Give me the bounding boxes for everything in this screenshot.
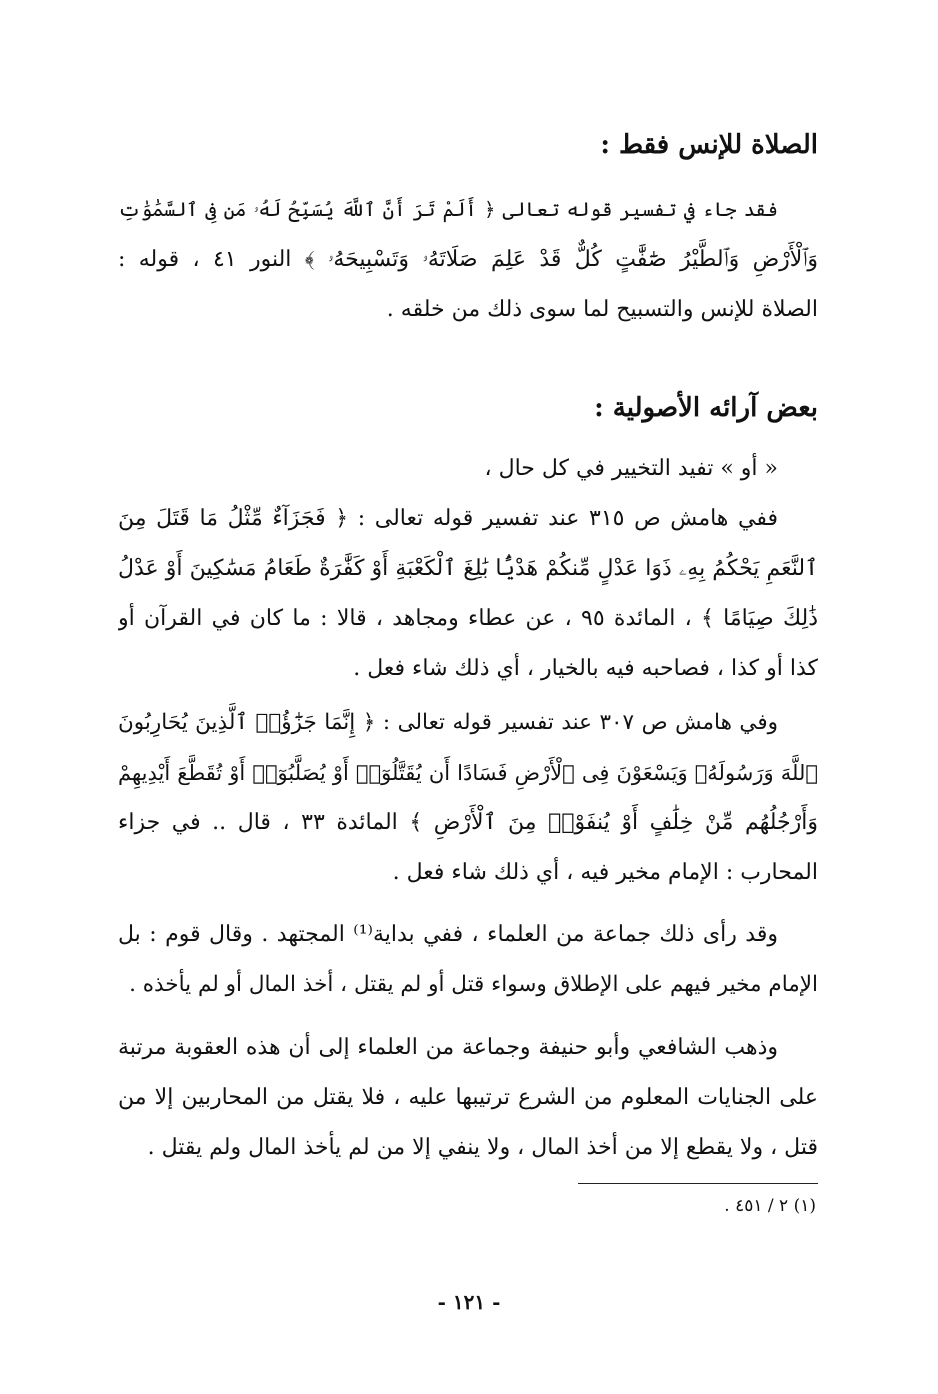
paragraph-aw-rule <box>118 444 818 494</box>
footnote-divider <box>578 1183 818 1184</box>
text-line: على الجنايات المعلوم من الشرع ترتيبها عليه ، فلا يقتل من المحاربين إلا من <box>118 1085 818 1110</box>
paragraph-maidah-95 <box>118 494 818 694</box>
text-line: الإمام مخير فيهم على الإطلاق وسواء قتل أو لم يقتل ، أخذ المال أو لم يأخذه . <box>129 972 818 997</box>
text-line: كذا أو كذا ، فصاحبه فيه بالخيار ، أي ذلك شاء فعل . <box>353 656 818 681</box>
text-line: ٱللَّهَ وَرَسُولَهُۥ وَيَسْعَوْنَ فِى ٱلْأَرْضِ فَسَادًا أَن يُقَتَّلُوٓا۟ أَوْ يُصَلَّبُوٓا۟ أَوْ تُقَطَّعَ أَيْدِيهِمْ <box>118 761 818 785</box>
text-line: وذهب الشافعي وأبو حنيفة وجماعة من العلماء إلى أن هذه العقوبة مرتبة <box>118 1035 778 1060</box>
text-line: ففي هامش ص ٣١٥ عند تفسير قوله تعالى : ﴿ فَجَزَآءٌ مِّثْلُ مَا قَتَلَ مِنَ <box>118 506 778 531</box>
section-heading-usul: بعض آرائه الأصولية : <box>594 393 818 423</box>
text-line: فقد جاء في تفسير قوله تعالى ﴿ أَلَمْ تَرَ أَنَّ ٱللَّهَ يُسَبِّحُ لَهُۥ مَن فِى ٱلسَّمَٰوَٰتِ <box>118 198 778 221</box>
footnote: (١) ٢ / ٤٥١ . <box>724 1196 816 1216</box>
text-line: الصلاة للإنس والتسبيح لما سوى ذلك من خلقه . <box>386 297 818 322</box>
text-line: « أو » تفيد التخيير في كل حال ، <box>484 456 778 481</box>
paragraph-scholars-view <box>118 910 818 1010</box>
paragraph-maidah-33 <box>118 698 818 898</box>
section-heading-prayer: الصلاة للإنس فقط : <box>600 130 818 160</box>
text-line: وفي هامش ص ٣٠٧ عند تفسير قوله تعالى : ﴿ إِنَّمَا جَزَٰٓؤُا۟ ٱلَّذِينَ يُحَارِبُونَ <box>118 710 778 735</box>
text-line: ذَٰلِكَ صِيَامًا ﴾ ، المائدة ٩٥ ، عن عطاء ومجاهد ، قالا : ما كان في القرآن أو <box>118 606 818 631</box>
paragraph-shafii-view <box>118 1023 818 1173</box>
page-number: - ١٢١ - <box>437 1290 501 1314</box>
text-line: وقد رأى ذلك جماعة من العلماء ، ففي بداية⁽¹⁾ المجتهد . وقال قوم : بل <box>118 922 778 947</box>
text-line: وَأَرْجُلُهُم مِّنْ خِلَٰفٍ أَوْ يُنفَوْا۟ مِنَ ٱلْأَرْضِ ﴾ المائدة ٣٣ ، قال .. في جزاء <box>118 810 818 835</box>
paragraph-prayer-tafsir <box>118 185 818 335</box>
text-line: ٱلنَّعَمِ يَحْكُمُ بِهِۦ ذَوَا عَدْلٍ مِّنكُمْ هَدْيًۢا بَٰلِغَ ٱلْكَعْبَةِ أَوْ كَفَّٰرَةٌ طَعَامُ مَسَٰكِينَ أَوْ عَدْلُ <box>118 556 818 581</box>
text-line: المحارب : الإمام مخير فيه ، أي ذلك شاء فعل . <box>392 860 818 885</box>
text-line: وَٱلْأَرْضِ وَٱلطَّيْرُ صَٰٓفَّٰتٍ كُلٌّ قَدْ عَلِمَ صَلَاتَهُۥ وَتَسْبِيحَهُۥ ﴾ النور ٤١ ، قوله : <box>118 247 818 272</box>
text-line: قتل ، ولا يقطع إلا من أخذ المال ، ولا ينفي إلا من لم يأخذ المال ولم يقتل . <box>147 1135 818 1160</box>
